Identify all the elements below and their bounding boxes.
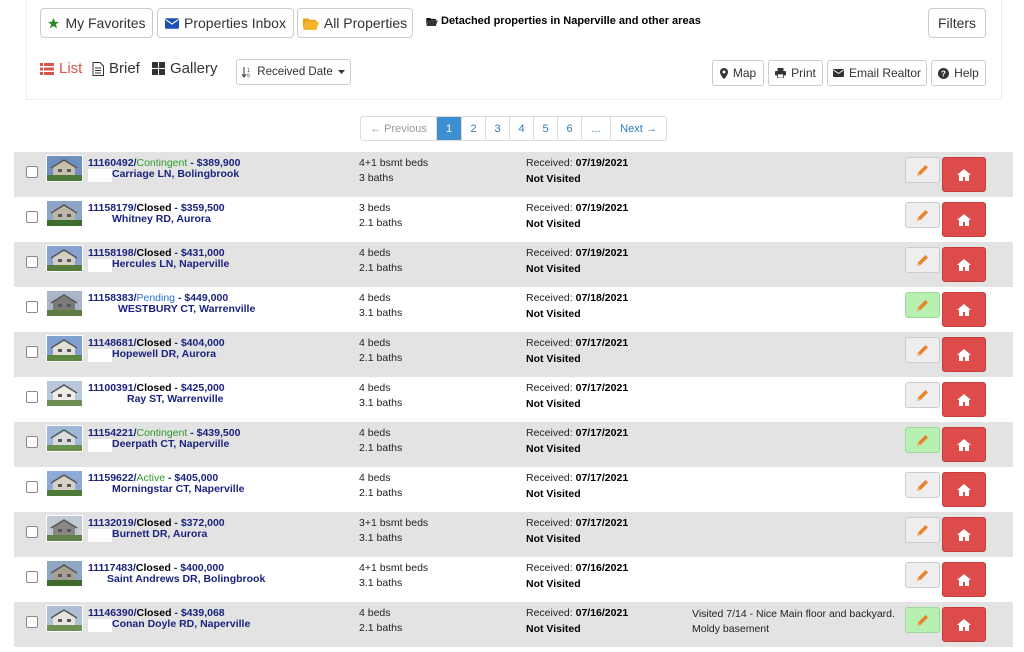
- pencil-icon: [916, 389, 929, 402]
- listing-title[interactable]: 11158198/Closed - $431,000: [88, 247, 225, 259]
- listing-address[interactable]: Hopewell DR, Aurora: [112, 348, 217, 360]
- listing-status: Contingent: [136, 427, 188, 439]
- svg-text:1: 1: [247, 67, 251, 74]
- saved-search-title-text: Detached properties in Naperville and other areas: [441, 15, 701, 27]
- listing-mls-number[interactable]: 11160492: [88, 157, 134, 169]
- listing-status: Closed: [135, 562, 171, 574]
- listing-beds: 4+1 bsmt beds: [359, 157, 429, 169]
- listing-baths: 3.1 baths: [359, 577, 403, 589]
- redacted-street-number: [88, 439, 112, 452]
- map-marker-icon: [720, 68, 728, 79]
- listing-checkbox[interactable]: [26, 166, 38, 178]
- pagination-page-2[interactable]: 2: [461, 117, 485, 140]
- saved-search-title: [426, 15, 701, 27]
- home-icon: [957, 574, 971, 586]
- listing-received: [526, 337, 628, 349]
- listing-title[interactable]: 11160492/Contingent - $389,900: [88, 157, 241, 169]
- folder-open-icon: [426, 17, 438, 26]
- view-property-button[interactable]: [942, 427, 986, 462]
- listing-checkbox[interactable]: [26, 526, 38, 538]
- pencil-icon: [916, 164, 929, 177]
- my-favorites-label: My Favorites: [65, 15, 146, 31]
- received-date: 07/17/2021: [575, 337, 629, 349]
- redacted-street-number: [88, 259, 112, 272]
- my-favorites-button[interactable]: [40, 8, 153, 38]
- listing-beds: 4 beds: [359, 382, 391, 394]
- home-icon: [957, 349, 971, 361]
- view-list-tab[interactable]: [40, 60, 82, 77]
- received-label: Received:: [526, 427, 576, 439]
- listing-received: [526, 562, 628, 574]
- listing-status: Closed: [136, 202, 172, 214]
- listing-checkbox[interactable]: [26, 481, 38, 493]
- edit-note-button[interactable]: [905, 247, 940, 273]
- listing-mls-number[interactable]: 11158383: [88, 292, 134, 304]
- view-property-button[interactable]: [942, 247, 986, 282]
- listing-address[interactable]: Carriage LN, Bolingbrook: [112, 168, 240, 180]
- filters-button[interactable]: [928, 8, 986, 38]
- filters-label: Filters: [937, 15, 977, 31]
- map-button[interactable]: [712, 60, 764, 86]
- pagination-page-5[interactable]: 5: [533, 117, 557, 140]
- pencil-icon: [916, 569, 929, 582]
- pencil-icon: [916, 254, 929, 267]
- pagination-page-1[interactable]: 1: [436, 117, 461, 140]
- received-date: 07/17/2021: [575, 382, 629, 394]
- question-circle-icon: [938, 68, 949, 79]
- caret-down-icon: [338, 70, 345, 74]
- received-label: Received:: [526, 607, 576, 619]
- listing-baths: 2.1 baths: [359, 352, 403, 364]
- listing-price: $449,000: [184, 292, 229, 304]
- listing-price: $439,068: [180, 607, 225, 619]
- print-button[interactable]: [768, 60, 823, 86]
- received-date: 07/17/2021: [575, 517, 629, 529]
- listing-photo[interactable]: [46, 560, 83, 587]
- listing-title[interactable]: 11146390/Closed - $439,068: [88, 607, 225, 619]
- listing-address[interactable]: Morningstar CT, Naperville: [112, 483, 245, 495]
- received-label: Received:: [526, 247, 576, 259]
- listing-baths: 3.1 baths: [359, 307, 403, 319]
- listing-visited-status: Not Visited: [526, 578, 581, 590]
- view-gallery-label: Gallery: [170, 60, 218, 77]
- sort-dropdown-label: Received Date: [257, 66, 333, 78]
- envelope-icon: [833, 69, 844, 77]
- received-date: 07/17/2021: [575, 427, 629, 439]
- pencil-icon: [916, 209, 929, 222]
- listing-checkbox[interactable]: [26, 211, 38, 223]
- home-icon: [957, 529, 971, 541]
- listing-mls-number[interactable]: 11158179: [88, 202, 134, 214]
- listing-beds: 4 beds: [359, 292, 391, 304]
- listing-title[interactable]: 11117483/Closed - $400,000: [88, 562, 225, 574]
- listing-price: $439,500: [196, 427, 241, 439]
- listing-baths: 2.1 baths: [359, 262, 403, 274]
- listing-photo[interactable]: [46, 200, 83, 227]
- email-realtor-label: Email Realtor: [848, 66, 922, 80]
- listing-photo[interactable]: [46, 335, 83, 362]
- listing-visited-status: Not Visited: [526, 443, 581, 455]
- listing-baths: 2.1 baths: [359, 217, 403, 229]
- listing-mls-number[interactable]: 11117483: [88, 562, 133, 574]
- listing-photo[interactable]: [46, 380, 83, 407]
- listing-baths: 2.1 baths: [359, 622, 403, 634]
- edit-note-button[interactable]: [905, 517, 940, 543]
- list-icon: [40, 63, 54, 75]
- listing-row: [14, 242, 1013, 287]
- email-realtor-button[interactable]: [827, 60, 927, 86]
- listing-beds: 4 beds: [359, 607, 391, 619]
- received-label: Received:: [526, 382, 576, 394]
- redacted-street-number: [88, 394, 112, 407]
- received-date: 07/17/2021: [575, 472, 629, 484]
- pagination-page-6[interactable]: 6: [557, 117, 581, 140]
- listing-photo[interactable]: [46, 425, 83, 452]
- listing-visited-status: Not Visited: [526, 533, 581, 545]
- listing-title[interactable]: 11148681/Closed - $404,000: [88, 337, 225, 349]
- listing-received: [526, 517, 628, 529]
- listing-photo[interactable]: [46, 605, 83, 632]
- listings-table: [14, 152, 1013, 647]
- edit-note-button[interactable]: [905, 427, 940, 453]
- view-property-button[interactable]: [942, 562, 986, 597]
- home-icon: [957, 484, 971, 496]
- view-gallery-tab[interactable]: [152, 60, 218, 77]
- home-icon: [957, 259, 971, 271]
- pencil-icon: [916, 344, 929, 357]
- view-property-button[interactable]: [942, 382, 986, 417]
- listing-status: Active: [136, 472, 166, 484]
- listing-received: [526, 382, 628, 394]
- received-label: Received:: [526, 157, 576, 169]
- listing-price: $404,000: [180, 337, 225, 349]
- view-brief-tab[interactable]: [92, 60, 140, 77]
- listing-price: $400,000: [180, 562, 225, 574]
- listing-checkbox[interactable]: [26, 256, 38, 268]
- pagination: [360, 116, 667, 141]
- redacted-street-number: [88, 484, 112, 497]
- listing-address[interactable]: Whitney RD, Aurora: [112, 213, 211, 225]
- all-properties-label: All Properties: [323, 15, 408, 31]
- sort-numeric-icon: [242, 67, 252, 78]
- listing-row: [14, 152, 1013, 197]
- listing-note: Visited 7/14 - Nice Main floor and backyard. Moldy basement: [692, 608, 895, 635]
- listing-beds: 4 beds: [359, 247, 391, 259]
- pencil-icon: [916, 524, 929, 537]
- listing-received: [526, 247, 628, 259]
- listing-visited-status: Not Visited: [526, 353, 581, 365]
- listing-photo[interactable]: [46, 470, 83, 497]
- redacted-street-number: [88, 214, 112, 227]
- listing-baths: 2.1 baths: [359, 442, 403, 454]
- received-label: Received:: [526, 337, 576, 349]
- print-label: Print: [791, 66, 816, 80]
- edit-note-button[interactable]: [905, 472, 940, 498]
- listing-beds: 4 beds: [359, 472, 391, 484]
- listing-address[interactable]: Deerpath CT, Naperville: [112, 438, 230, 450]
- listing-visited-status: Not Visited: [526, 263, 581, 275]
- listing-received: [526, 427, 628, 439]
- listing-mls-number[interactable]: 11158198: [88, 247, 134, 259]
- redacted-street-number: [88, 619, 112, 632]
- view-property-button[interactable]: [942, 202, 986, 237]
- listing-title[interactable]: 11132019/Closed - $372,000: [88, 517, 225, 529]
- received-date: 07/19/2021: [575, 202, 629, 214]
- listing-baths: 3.1 baths: [359, 532, 403, 544]
- listing-price: $405,000: [174, 472, 219, 484]
- listing-status: Pending: [136, 292, 176, 304]
- listing-beds: 4 beds: [359, 427, 391, 439]
- pagination-page-4[interactable]: 4: [509, 117, 533, 140]
- listing-photo[interactable]: [46, 155, 83, 182]
- listing-status: Closed: [136, 382, 172, 394]
- home-icon: [957, 439, 971, 451]
- pencil-icon: [916, 614, 929, 627]
- listing-beds: 3+1 bsmt beds: [359, 517, 429, 529]
- received-label: Received:: [526, 202, 576, 214]
- listing-row: [14, 287, 1013, 332]
- listing-mls-number[interactable]: 11159622: [88, 472, 134, 484]
- redacted-street-number: [88, 529, 112, 542]
- envelope-icon: [165, 18, 179, 29]
- edit-note-button[interactable]: [905, 607, 940, 633]
- svg-text:9: 9: [247, 73, 251, 78]
- pagination-page-3[interactable]: 3: [485, 117, 509, 140]
- listing-status: Contingent: [136, 157, 188, 169]
- listing-mls-number[interactable]: 11146390: [88, 607, 134, 619]
- received-date: 07/16/2021: [575, 562, 629, 574]
- home-icon: [957, 619, 971, 631]
- view-property-button[interactable]: [942, 517, 986, 552]
- help-button[interactable]: [931, 60, 986, 86]
- listing-visited-status: Not Visited: [526, 398, 581, 410]
- received-date: 07/16/2021: [575, 607, 629, 619]
- redacted-street-number: [88, 169, 112, 182]
- listing-mls-number[interactable]: 11132019: [88, 517, 134, 529]
- pencil-icon: [916, 299, 929, 312]
- listing-visited-status: Not Visited: [526, 488, 581, 500]
- listing-visited-status: Not Visited: [526, 218, 581, 230]
- star-icon: [47, 17, 60, 30]
- received-label: Received:: [526, 472, 576, 484]
- redacted-street-number: [88, 304, 112, 317]
- properties-inbox-button[interactable]: [157, 8, 294, 38]
- listing-address[interactable]: Ray ST, Warrenville: [127, 393, 224, 405]
- received-label: Received:: [526, 517, 576, 529]
- listing-address[interactable]: WESTBURY CT, Warrenville: [118, 303, 256, 315]
- listing-checkbox[interactable]: [26, 301, 38, 313]
- listing-received: [526, 607, 628, 619]
- listing-status: Closed: [136, 607, 172, 619]
- listing-checkbox[interactable]: [26, 346, 38, 358]
- listing-price: $389,900: [196, 157, 241, 169]
- view-property-button[interactable]: [942, 607, 986, 642]
- listing-status: Closed: [136, 517, 172, 529]
- help-label: Help: [954, 66, 979, 80]
- listing-row: [14, 602, 1013, 647]
- listing-status: Closed: [136, 247, 172, 259]
- listing-price: $359,500: [180, 202, 225, 214]
- pagination-ellipsis[interactable]: ...: [581, 117, 610, 140]
- edit-note-button[interactable]: [905, 157, 940, 183]
- listing-address[interactable]: Burnett DR, Aurora: [112, 528, 208, 540]
- document-icon: [92, 62, 104, 76]
- listing-checkbox[interactable]: [26, 616, 38, 628]
- listing-checkbox[interactable]: [26, 436, 38, 448]
- edit-note-button[interactable]: [905, 292, 940, 318]
- view-brief-label: Brief: [109, 60, 140, 77]
- listing-visited-status: Not Visited: [526, 173, 581, 185]
- listing-mls-number[interactable]: 11154221: [88, 427, 134, 439]
- map-label: Map: [732, 66, 757, 80]
- listing-title[interactable]: 11154221/Contingent - $439,500: [88, 427, 241, 439]
- home-icon: [957, 394, 971, 406]
- listing-row: [14, 557, 1013, 602]
- sort-dropdown[interactable]: [236, 59, 351, 85]
- listing-title[interactable]: 11159622/Active - $405,000: [88, 472, 219, 484]
- listing-row: [14, 197, 1013, 242]
- listing-beds: 4+1 bsmt beds: [359, 562, 429, 574]
- printer-icon: [775, 68, 786, 78]
- edit-note-button[interactable]: [905, 337, 940, 363]
- listing-visited-status: Not Visited: [526, 623, 581, 635]
- pagination-next[interactable]: Next →: [610, 117, 666, 140]
- listing-row: [14, 422, 1013, 467]
- listing-baths: 3.1 baths: [359, 397, 403, 409]
- listing-mls-number[interactable]: 11100391: [88, 382, 134, 394]
- listing-baths: 3 baths: [359, 172, 394, 184]
- listing-received: [526, 202, 628, 214]
- listing-row: [14, 377, 1013, 422]
- view-property-button[interactable]: [942, 292, 986, 327]
- redacted-street-number: [88, 349, 112, 362]
- listing-beds: 3 beds: [359, 202, 391, 214]
- view-property-button[interactable]: [942, 472, 986, 507]
- view-property-button[interactable]: [942, 337, 986, 372]
- view-property-button[interactable]: [942, 157, 986, 192]
- listing-baths: 2.1 baths: [359, 487, 403, 499]
- listing-title[interactable]: 11158179/Closed - $359,500: [88, 202, 225, 214]
- pencil-icon: [916, 434, 929, 447]
- listing-address[interactable]: Saint Andrews DR, Bolingbrook: [107, 573, 266, 585]
- listing-received: [526, 292, 628, 304]
- listing-photo[interactable]: [46, 245, 83, 272]
- properties-inbox-label: Properties Inbox: [184, 15, 286, 31]
- listing-title[interactable]: 11158383/Pending - $449,000: [88, 292, 229, 304]
- listing-price: $425,000: [180, 382, 225, 394]
- received-date: 07/19/2021: [575, 247, 629, 259]
- edit-note-button[interactable]: [905, 202, 940, 228]
- received-date: 07/18/2021: [575, 292, 629, 304]
- home-icon: [957, 169, 971, 181]
- listing-beds: 4 beds: [359, 337, 391, 349]
- listing-photo[interactable]: [46, 290, 83, 317]
- listing-photo[interactable]: [46, 515, 83, 542]
- grid-icon: [152, 62, 165, 75]
- listing-price: $372,000: [180, 517, 225, 529]
- listing-address[interactable]: Hercules LN, Naperville: [112, 258, 230, 270]
- listing-title[interactable]: 11100391/Closed - $425,000: [88, 382, 225, 394]
- received-label: Received:: [526, 292, 576, 304]
- received-label: Received:: [526, 562, 576, 574]
- listing-mls-number[interactable]: 11148681: [88, 337, 134, 349]
- edit-note-button[interactable]: [905, 562, 940, 588]
- listing-row: [14, 467, 1013, 512]
- listing-price: $431,000: [180, 247, 225, 259]
- received-date: 07/19/2021: [575, 157, 629, 169]
- listing-row: [14, 512, 1013, 557]
- pagination-previous[interactable]: ← Previous: [361, 117, 436, 140]
- pencil-icon: [916, 479, 929, 492]
- listing-row: [14, 332, 1013, 377]
- listing-visited-status: Not Visited: [526, 308, 581, 320]
- all-properties-button[interactable]: [297, 8, 413, 38]
- edit-note-button[interactable]: [905, 382, 940, 408]
- home-icon: [957, 214, 971, 226]
- listing-address[interactable]: Conan Doyle RD, Naperville: [112, 618, 251, 630]
- svg-text:?: ?: [941, 69, 947, 78]
- home-icon: [957, 304, 971, 316]
- folder-open-icon: [303, 17, 319, 30]
- listing-checkbox[interactable]: [26, 571, 38, 583]
- listing-received: [526, 472, 628, 484]
- view-list-label: List: [59, 60, 83, 77]
- listing-received: [526, 157, 628, 169]
- listing-checkbox[interactable]: [26, 391, 38, 403]
- listing-status: Closed: [136, 337, 172, 349]
